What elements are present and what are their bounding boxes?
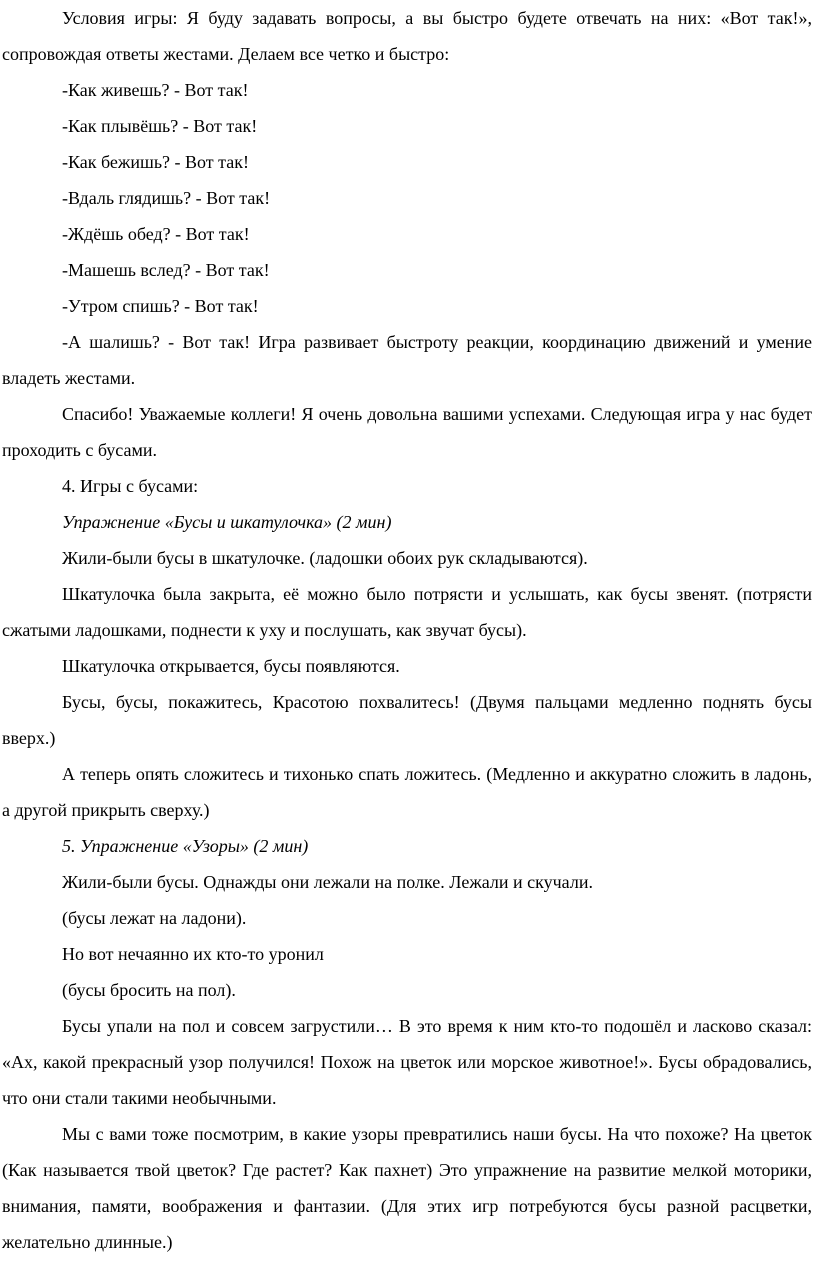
section-heading-beads-games: 4. Игры с бусами: — [62, 476, 199, 496]
paragraph-game-rules: Условия игры: Я буду задавать вопросы, а вы быстро будете отвечать на них: «Вот так!», сопровождая ответы жестами. Делаем все четко и быстро: — [2, 8, 812, 64]
paragraph-line-live: -Как живешь? - Вот так! — [62, 80, 249, 100]
exercise-title-patterns: 5. Упражнение «Узоры» (2 мин) — [62, 836, 309, 856]
paragraph-look-patterns: Мы с вами тоже посмотрим, в какие узоры превратились наши бусы. На что похоже? На цветок (Как называется твой цветок? Где растет? Как пахнет) Это упражнение на развитие мелкой моторики, внимания, памяти, воображения и фантазии. (Для этих игр потребуются бусы разной расцветки, желательно длинные.) — [2, 1124, 812, 1252]
paragraph-line-sleep: -Утром спишь? - Вот так! — [62, 296, 259, 316]
paragraph-box-opens: Шкатулочка открывается, бусы появляются. — [62, 656, 400, 676]
paragraph-beads-on-palm: (бусы лежат на ладони). — [62, 908, 247, 928]
paragraph-thanks: Спасибо! Уважаемые коллеги! Я очень довольна вашими успехами. Следующая игра у нас будет проходить с бусами. — [2, 404, 812, 460]
paragraph-beads-in-box: Жили-были бусы в шкатулочке. (ладошки обоих рук складываются). — [62, 548, 588, 568]
paragraph-beads-show: Бусы, бусы, покажитесь, Красотою похвалитесь! (Двумя пальцами медленно поднять бусы вверх.) — [2, 692, 812, 748]
paragraph-beads-fell: Бусы упали на пол и совсем загрустили… В это время к ним кто-то подошёл и ласково сказал: «Ах, какой прекрасный узор получился! Похож на цветок или морское животное!». Бусы обрадовались, что они стали такими необычными. — [2, 1016, 812, 1108]
paragraph-throw-on-floor: (бусы бросить на пол). — [62, 980, 236, 1000]
paragraph-line-look: -Вдаль глядишь? - Вот так! — [62, 188, 271, 208]
paragraph-beads-on-shelf: Жили-были бусы. Однажды они лежали на полке. Лежали и скучали. — [62, 872, 593, 892]
paragraph-line-mischief: -А шалишь? - Вот так! Игра развивает быстроту реакции, координацию движений и умение владеть жестами. — [2, 332, 812, 388]
paragraph-line-lunch: -Ждёшь обед? - Вот так! — [62, 224, 250, 244]
exercise-title-beads-box: Упражнение «Бусы и шкатулочка» (2 мин) — [62, 512, 392, 532]
paragraph-line-run: -Как бежишь? - Вот так! — [62, 152, 249, 172]
paragraph-line-wave: -Машешь вслед? - Вот так! — [62, 260, 270, 280]
paragraph-box-closed: Шкатулочка была закрыта, её можно было потрясти и услышать, как бусы звенят. (потрясти сжатыми ладошками, поднести к уху и послушать, как звучат бусы). — [2, 584, 812, 640]
paragraph-dropped: Но вот нечаянно их кто-то уронил — [62, 944, 324, 964]
paragraph-beads-sleep: А теперь опять сложитесь и тихонько спать ложитесь. (Медленно и аккуратно сложить в ладонь, а другой прикрыть сверху.) — [2, 764, 812, 820]
paragraph-line-swim: -Как плывёшь? - Вот так! — [62, 116, 258, 136]
